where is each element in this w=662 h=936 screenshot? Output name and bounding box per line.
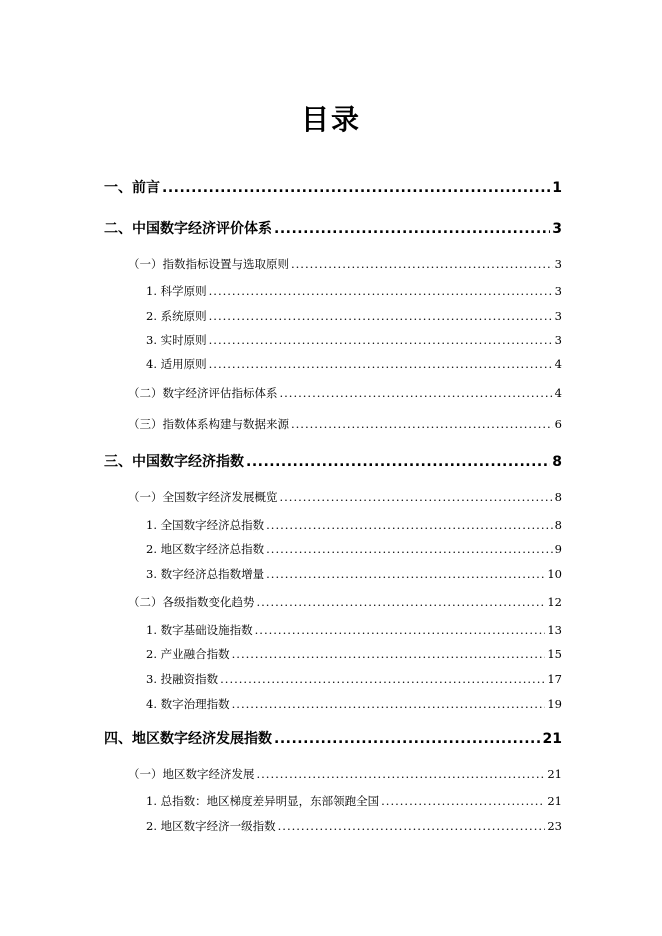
toc-entry-label: 1. 科学原则 bbox=[146, 284, 207, 298]
toc-entry-label: （一）指数指标设置与选取原则 bbox=[128, 257, 289, 271]
toc-entry-page-number: 21 bbox=[547, 794, 562, 808]
dot-leader bbox=[266, 541, 553, 557]
toc-entry-label: 二、中国数字经济评价体系 bbox=[104, 221, 272, 237]
toc-entry-label: （三）指数体系构建与数据来源 bbox=[128, 417, 289, 431]
toc-entry-page-number: 3 bbox=[552, 221, 562, 237]
toc-entry-page-number: 21 bbox=[547, 767, 562, 781]
dot-leader bbox=[266, 517, 553, 533]
dot-leader bbox=[274, 730, 541, 748]
dot-leader bbox=[381, 793, 545, 809]
toc-entry-applicable-principle[interactable] bbox=[146, 356, 562, 372]
toc-entry-industry-integration-index[interactable] bbox=[146, 646, 562, 662]
dot-leader bbox=[280, 385, 553, 401]
toc-entry-page-number: 1 bbox=[552, 180, 562, 196]
toc-entry-regional-development[interactable] bbox=[128, 766, 562, 782]
toc-entry-regional-development-index[interactable] bbox=[104, 730, 562, 748]
toc-entry-label: 1. 全国数字经济总指数 bbox=[146, 518, 265, 532]
toc-entry-digital-economy-index[interactable] bbox=[104, 453, 562, 471]
toc-entry-index-trends[interactable] bbox=[128, 594, 562, 610]
toc-entry-label: （二）各级指数变化趋势 bbox=[128, 595, 255, 609]
dot-leader bbox=[257, 766, 546, 782]
toc-entry-page-number: 23 bbox=[547, 819, 562, 833]
dot-leader bbox=[257, 594, 546, 610]
toc-entry-label: 四、地区数字经济发展指数 bbox=[104, 731, 272, 747]
toc-entry-page-number: 3 bbox=[554, 333, 562, 347]
toc-entry-page-number: 4 bbox=[554, 386, 562, 400]
dot-leader bbox=[220, 671, 545, 687]
toc-entry-preface[interactable] bbox=[104, 179, 562, 197]
toc-entry-page-number: 15 bbox=[547, 647, 562, 661]
toc-entry-realtime-principle[interactable] bbox=[146, 332, 562, 348]
toc-entry-label: 2. 地区数字经济总指数 bbox=[146, 542, 265, 556]
dot-leader bbox=[291, 416, 553, 432]
toc-entry-label: 一、前言 bbox=[104, 180, 160, 196]
dot-leader bbox=[266, 566, 545, 582]
toc-entry-governance-index[interactable] bbox=[146, 696, 562, 712]
toc-entry-evaluation-system[interactable] bbox=[104, 220, 562, 238]
toc-entry-page-number: 6 bbox=[554, 417, 562, 431]
toc-entry-label: 3. 数字经济总指数增量 bbox=[146, 567, 265, 581]
toc-entry-label: 4. 数字治理指数 bbox=[146, 697, 230, 711]
toc-entry-label: （一）地区数字经济发展 bbox=[128, 767, 255, 781]
toc-entry-label: 2. 地区数字经济一级指数 bbox=[146, 819, 276, 833]
toc-entry-scientific-principle[interactable] bbox=[146, 283, 562, 299]
toc-entry-index-principles[interactable] bbox=[128, 256, 562, 272]
toc-entry-national-overview[interactable] bbox=[128, 489, 562, 505]
toc-entry-systematic-principle[interactable] bbox=[146, 308, 562, 324]
page-title: 目录 bbox=[300, 103, 361, 136]
toc-entry-label: 三、中国数字经济指数 bbox=[104, 454, 244, 470]
dot-leader bbox=[209, 356, 553, 372]
toc-entry-label: 1. 总指数：地区梯度差异明显，东部领跑全国 bbox=[146, 794, 380, 808]
toc-entry-infrastructure-index[interactable] bbox=[146, 622, 562, 638]
toc-entry-investment-index[interactable] bbox=[146, 671, 562, 687]
toc-entry-data-sources[interactable] bbox=[128, 416, 562, 432]
toc-entry-regional-first-level-index[interactable] bbox=[146, 818, 562, 834]
toc-entry-page-number: 9 bbox=[554, 542, 562, 556]
toc-entry-page-number: 8 bbox=[554, 490, 562, 504]
toc-entry-label: 1. 数字基础设施指数 bbox=[146, 623, 253, 637]
dot-leader bbox=[280, 489, 553, 505]
dot-leader bbox=[162, 179, 550, 197]
toc-entry-page-number: 10 bbox=[547, 567, 562, 581]
toc-entry-page-number: 3 bbox=[554, 257, 562, 271]
toc-entry-page-number: 3 bbox=[554, 284, 562, 298]
dot-leader bbox=[209, 283, 553, 299]
dot-leader bbox=[246, 453, 550, 471]
toc-entry-total-index-increment[interactable] bbox=[146, 566, 562, 582]
dot-leader bbox=[274, 220, 550, 238]
dot-leader bbox=[278, 818, 546, 834]
toc-entry-label: 3. 投融资指数 bbox=[146, 672, 219, 686]
dot-leader bbox=[255, 622, 546, 638]
toc-entry-label: 2. 产业融合指数 bbox=[146, 647, 230, 661]
toc-entry-label: （二）数字经济评估指标体系 bbox=[128, 386, 278, 400]
toc-entry-label: 3. 实时原则 bbox=[146, 333, 207, 347]
dot-leader bbox=[232, 696, 546, 712]
toc-entry-regional-total-index[interactable] bbox=[146, 541, 562, 557]
toc-entry-national-total-index[interactable] bbox=[146, 517, 562, 533]
toc-entry-page-number: 19 bbox=[547, 697, 562, 711]
dot-leader bbox=[291, 256, 553, 272]
dot-leader bbox=[209, 332, 553, 348]
toc-entry-page-number: 4 bbox=[554, 357, 562, 371]
toc-entry-page-number: 8 bbox=[552, 454, 562, 470]
toc-entry-label: 2. 系统原则 bbox=[146, 309, 207, 323]
toc-entry-label: 4. 适用原则 bbox=[146, 357, 207, 371]
toc-entry-page-number: 17 bbox=[547, 672, 562, 686]
dot-leader bbox=[209, 308, 553, 324]
toc-entry-page-number: 3 bbox=[554, 309, 562, 323]
toc-entry-label: （一）全国数字经济发展概览 bbox=[128, 490, 278, 504]
toc-entry-regional-gradient[interactable] bbox=[146, 793, 562, 809]
toc-entry-page-number: 12 bbox=[547, 595, 562, 609]
toc-entry-indicator-system[interactable] bbox=[128, 385, 562, 401]
toc-entry-page-number: 13 bbox=[547, 623, 562, 637]
toc-entry-page-number: 21 bbox=[542, 731, 562, 747]
toc-entry-page-number: 8 bbox=[554, 518, 562, 532]
dot-leader bbox=[232, 646, 546, 662]
